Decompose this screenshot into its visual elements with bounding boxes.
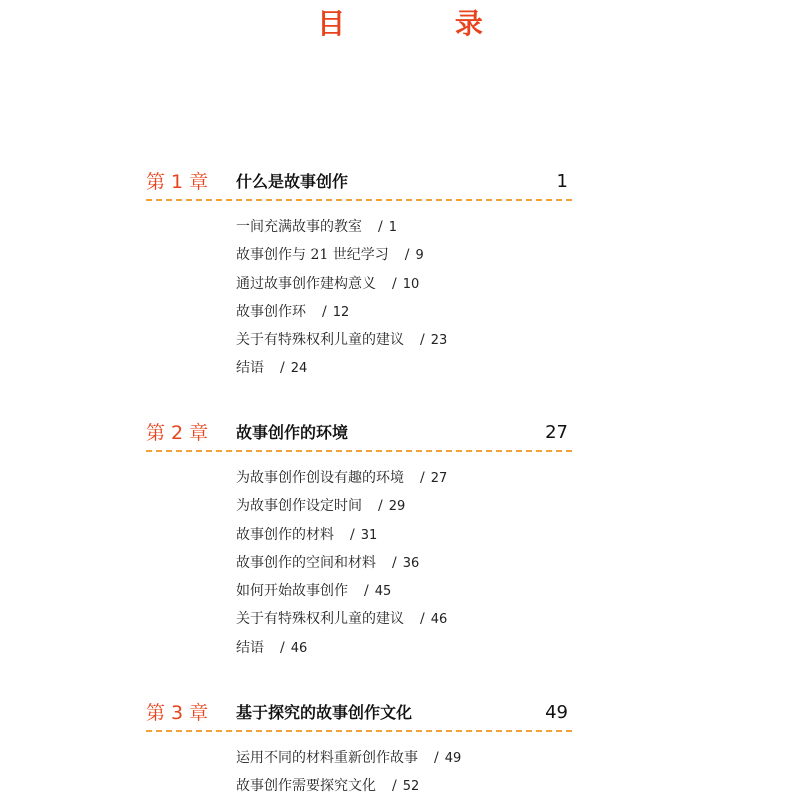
chapter-number: 第 2 章: [146, 422, 209, 444]
entry-page: 49: [444, 751, 462, 766]
entry-separator: /: [392, 554, 397, 571]
dashed-divider: [146, 730, 572, 732]
toc-entry[interactable]: [236, 464, 572, 492]
chapter-number: 第 3 章: [146, 702, 209, 724]
entry-page: 23: [430, 333, 448, 349]
toc-entry[interactable]: [236, 354, 572, 382]
entry-page: 1: [388, 220, 397, 235]
dashed-divider: [146, 199, 572, 201]
entry-page: 46: [430, 612, 448, 628]
chapter-1: [146, 169, 572, 383]
entry-title: 关于有特殊权利儿童的建议: [236, 611, 404, 628]
chapter-page: 1: [556, 171, 568, 192]
entry-separator: /: [420, 470, 425, 486]
chapter-number: 第 1 章: [146, 171, 209, 193]
toc-entry[interactable]: [236, 521, 572, 549]
entry-title: 为故事创作创设有趣的环境: [236, 470, 404, 486]
chapter-3: [146, 700, 572, 801]
entry-separator: /: [392, 778, 397, 795]
entry-title: 通过故事创作建构意义: [236, 275, 376, 292]
entry-separator: /: [322, 303, 327, 320]
entry-title: 故事创作的空间和材料: [236, 554, 376, 571]
entry-page: 24: [290, 361, 308, 377]
toc-entry[interactable]: [236, 577, 572, 605]
entry-title: 故事创作需要探究文化: [236, 778, 376, 795]
entry-title: 故事创作的材料: [236, 526, 334, 543]
entry-separator: /: [434, 750, 439, 766]
page-title: 目 录: [317, 7, 533, 40]
entry-page: 9: [415, 248, 424, 264]
dashed-divider: [146, 450, 572, 452]
chapter-title: 基于探究的故事创作文化: [236, 703, 413, 722]
entry-page: 52: [402, 779, 420, 795]
toc-entry[interactable]: [236, 326, 572, 354]
section-list: [236, 464, 572, 662]
entry-title: 故事创作环: [236, 303, 306, 320]
entry-separator: /: [392, 275, 397, 292]
entry-separator: /: [364, 583, 369, 600]
entry-separator: /: [420, 611, 425, 628]
entry-page: 31: [360, 527, 378, 543]
entry-separator: /: [420, 332, 425, 349]
entry-title: 关于有特殊权利儿童的建议: [236, 332, 404, 349]
chapter-heading[interactable]: [146, 700, 572, 726]
entry-page: 46: [290, 640, 308, 656]
toc-entry[interactable]: [236, 744, 572, 772]
entry-title: 结语: [236, 360, 264, 377]
chapter-heading[interactable]: [146, 420, 572, 446]
section-list: [236, 213, 572, 383]
entry-separator: /: [280, 639, 285, 656]
entry-separator: /: [350, 526, 355, 543]
entry-separator: /: [378, 219, 383, 235]
toc-entry[interactable]: [236, 241, 572, 269]
entry-page: 45: [374, 584, 392, 600]
entry-page: 12: [332, 304, 350, 320]
entry-title: 故事创作与 21 世纪学习: [236, 247, 389, 264]
chapter-title: 故事创作的环境: [236, 423, 349, 442]
chapter-page: 49: [545, 702, 568, 723]
toc-entry[interactable]: [236, 772, 572, 800]
toc-entry[interactable]: [236, 492, 572, 520]
chapter-page: 27: [545, 422, 568, 443]
toc-entry[interactable]: [236, 634, 572, 662]
entry-title: 运用不同的材料重新创作故事: [236, 750, 418, 766]
entry-title: 为故事创作设定时间: [236, 498, 362, 515]
toc-entry[interactable]: [236, 605, 572, 633]
chapter-heading[interactable]: [146, 169, 572, 195]
entry-title: 如何开始故事创作: [236, 583, 348, 600]
entry-separator: /: [280, 360, 285, 377]
toc-entry[interactable]: [236, 213, 572, 241]
toc-entry[interactable]: [236, 549, 572, 577]
entry-separator: /: [404, 247, 410, 264]
toc-entry[interactable]: [236, 270, 572, 298]
chapter-title: 什么是故事创作: [236, 172, 349, 191]
entry-title: 一间充满故事的教室: [236, 219, 362, 235]
entry-title: 结语: [236, 639, 264, 656]
toc-entry[interactable]: [236, 298, 572, 326]
entry-page: 36: [402, 555, 420, 571]
entry-page: 27: [430, 471, 448, 486]
entry-page: 10: [402, 276, 420, 292]
entry-separator: /: [378, 498, 383, 515]
chapter-2: [146, 420, 572, 662]
entry-page: 29: [388, 499, 406, 515]
section-list: [236, 744, 572, 801]
